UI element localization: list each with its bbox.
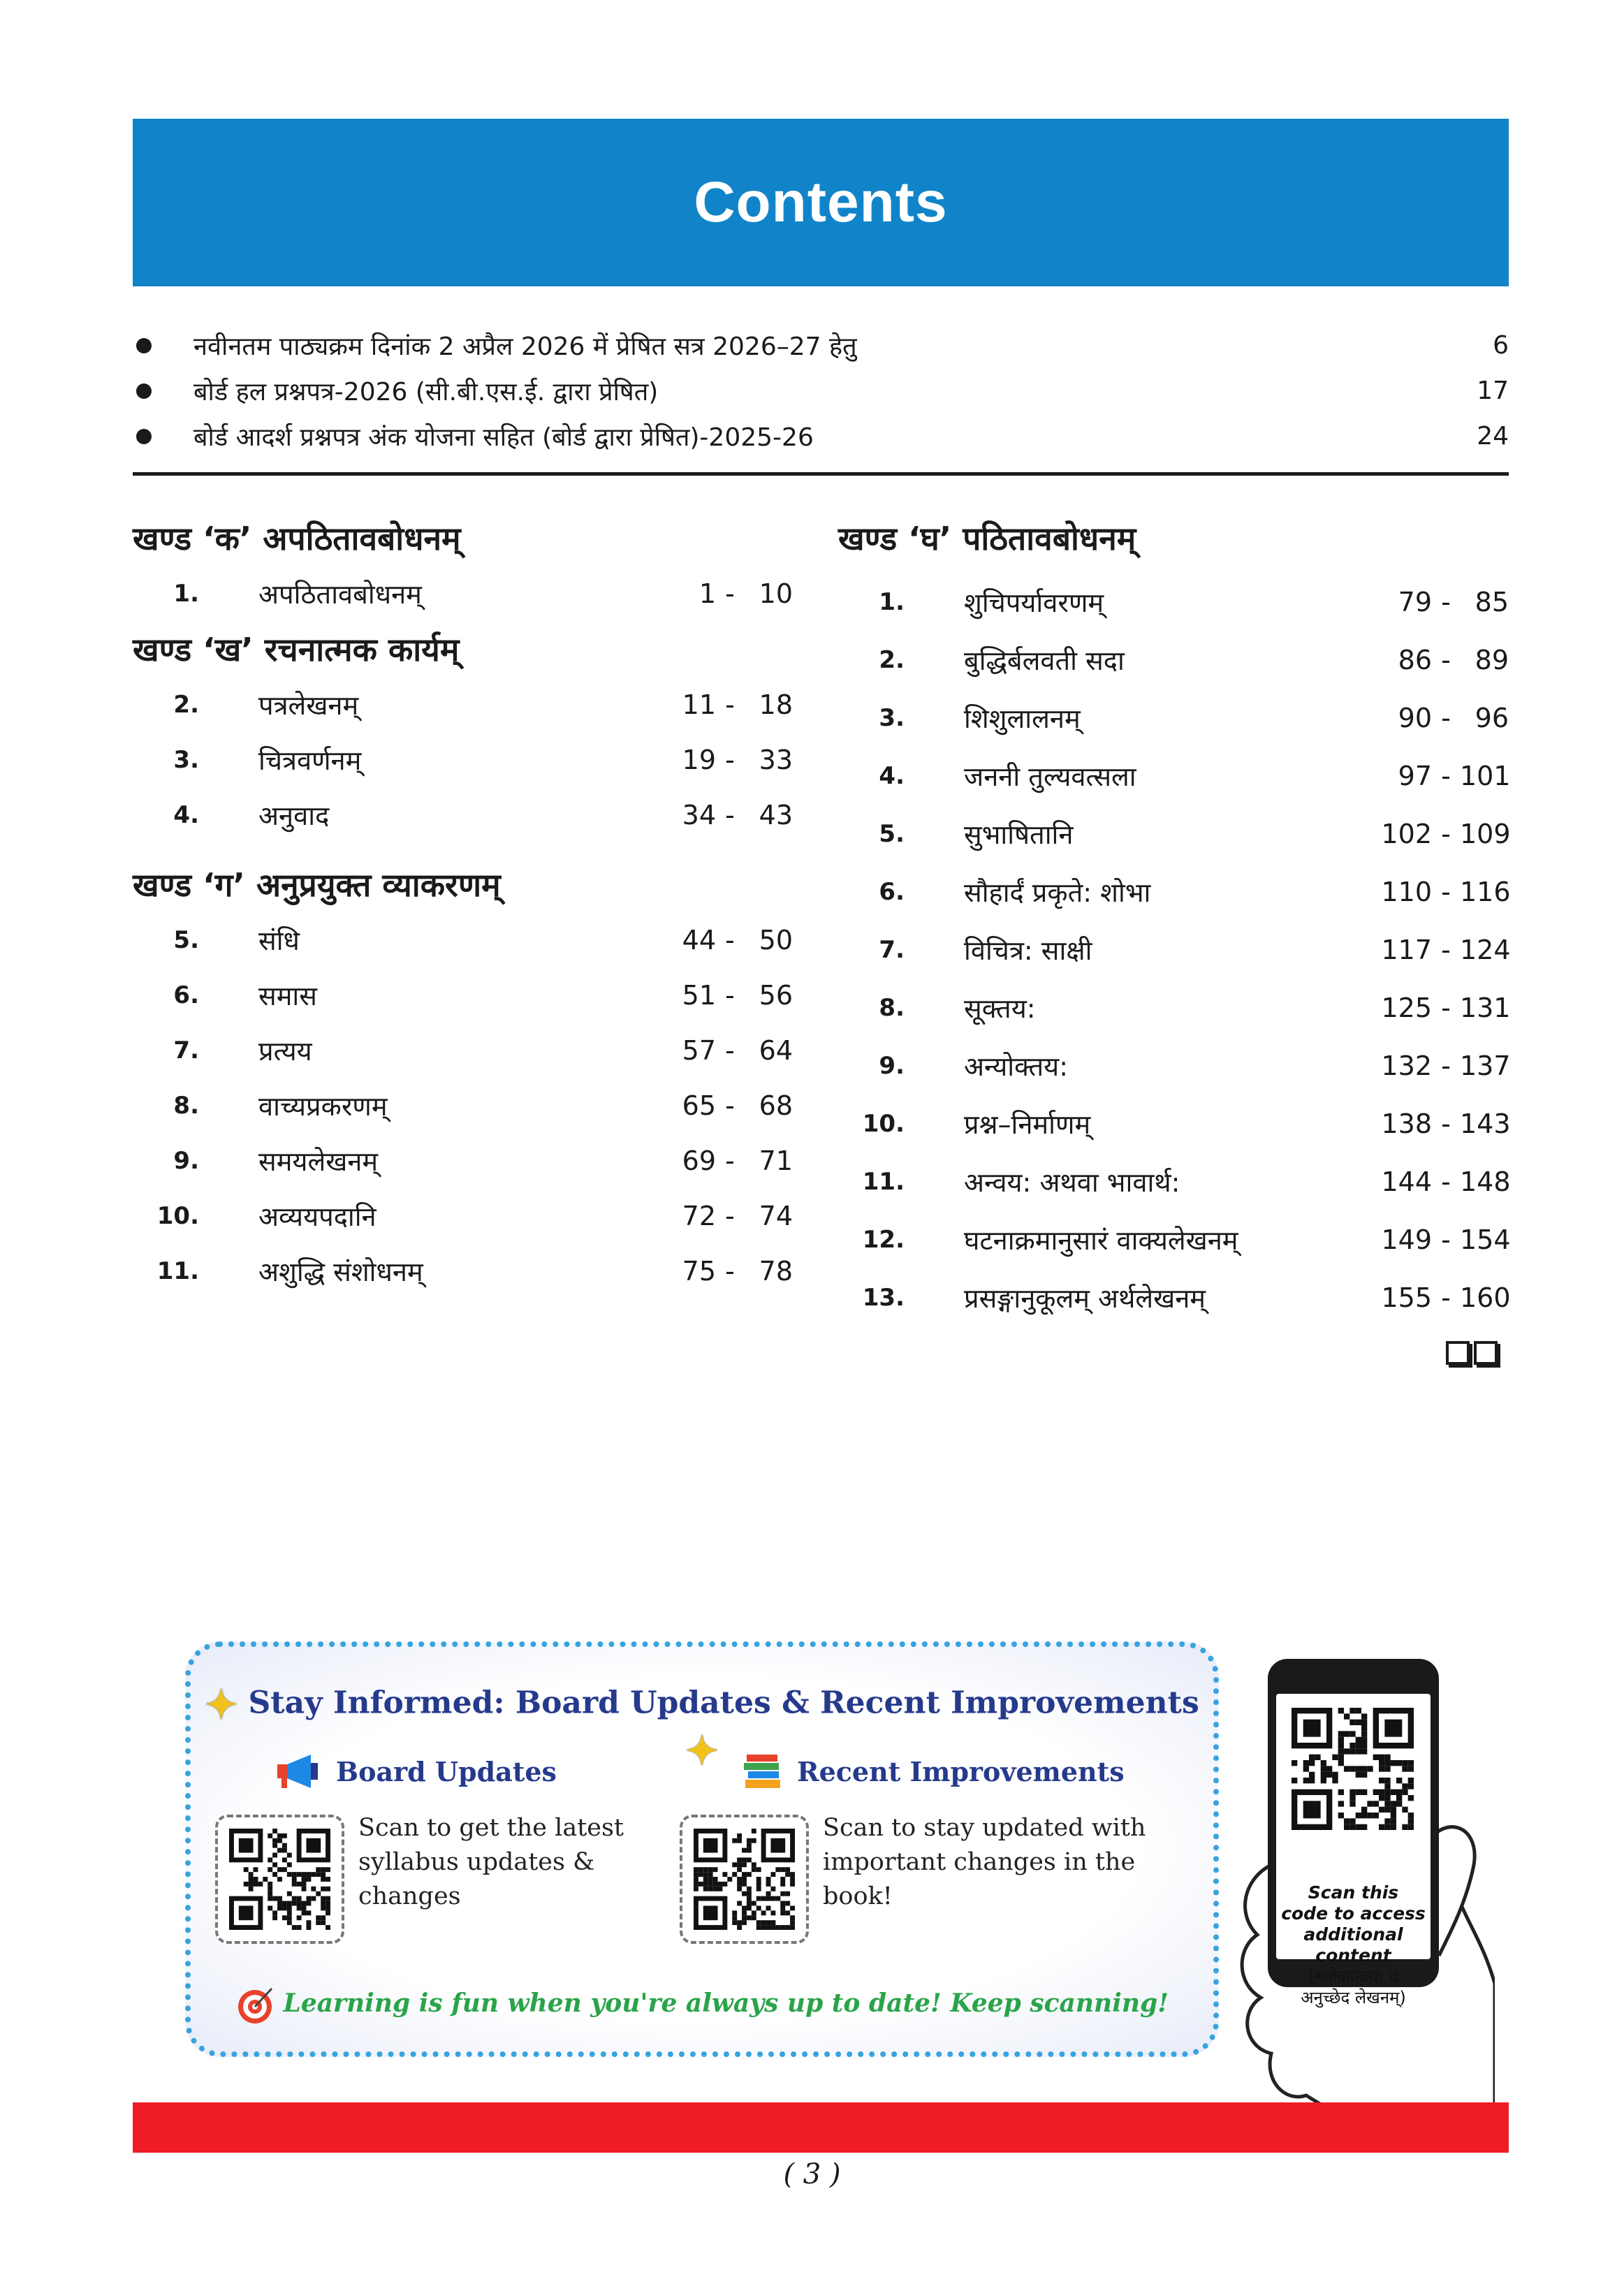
- list-item[interactable]: [133, 323, 1509, 368]
- page-from: 138: [1381, 1108, 1432, 1139]
- page-from: 1: [698, 578, 716, 609]
- page-range: [1369, 761, 1509, 791]
- page-to: 124: [1460, 934, 1511, 965]
- contents-entry[interactable]: [133, 732, 793, 787]
- list-item[interactable]: [133, 368, 1509, 413]
- entry-title: अन्वय: अथवा भावार्थ:: [964, 1166, 1180, 1198]
- page-to: 64: [759, 1034, 793, 1066]
- contents-entry[interactable]: [133, 967, 793, 1023]
- range-separator: -: [725, 1200, 735, 1231]
- info-footer: Learning is fun when you're always up to date! Keep scanning!: [191, 1986, 1213, 2025]
- contents-entry[interactable]: [133, 1078, 793, 1133]
- page-to: 131: [1460, 992, 1511, 1023]
- contents-entry[interactable]: [838, 1210, 1509, 1268]
- page-range: [1369, 1282, 1509, 1313]
- page-range: [653, 1090, 793, 1121]
- page-to: 68: [759, 1090, 793, 1121]
- page-range: [653, 1145, 793, 1176]
- page-range: [653, 578, 793, 609]
- page-to: 74: [759, 1200, 793, 1231]
- entry-number: 4.: [173, 800, 199, 829]
- page-from: 110: [1381, 876, 1432, 907]
- entry-title: अव्ययपदानि: [258, 1201, 376, 1232]
- range-separator: -: [725, 799, 735, 830]
- recent-improvements-heading: Recent Improvements: [742, 1752, 1125, 1791]
- contents-entry[interactable]: [838, 1095, 1509, 1152]
- item-page: 24: [1477, 422, 1509, 451]
- entry-title: सौहार्दं प्रकृते: शोभा: [964, 877, 1151, 908]
- entry-number: 1.: [879, 587, 905, 616]
- range-separator: -: [1441, 818, 1451, 849]
- contents-entry[interactable]: [838, 747, 1509, 805]
- page-to: 143: [1460, 1108, 1511, 1139]
- contents-header: [133, 119, 1509, 286]
- range-separator: -: [725, 1145, 735, 1176]
- entry-number: 4.: [879, 761, 905, 790]
- preliminary-list: [133, 323, 1509, 459]
- entry-title: चित्रवर्णनम्: [258, 745, 362, 776]
- page-from: 79: [1398, 586, 1432, 617]
- page-to: 101: [1460, 760, 1511, 791]
- range-separator: -: [725, 578, 735, 609]
- page-range: [1369, 703, 1509, 733]
- page-to: 10: [759, 578, 793, 609]
- entry-number: 1.: [173, 579, 199, 608]
- page-range: [653, 1035, 793, 1066]
- page-from: 90: [1398, 702, 1432, 733]
- page-from: 125: [1381, 992, 1432, 1023]
- page-range: [1369, 877, 1509, 907]
- page-range: [653, 689, 793, 720]
- contents-entry[interactable]: [133, 1188, 793, 1243]
- contents-entry[interactable]: [838, 631, 1509, 689]
- entry-title: अनुवाद: [258, 800, 330, 831]
- contents-entry[interactable]: [133, 1023, 793, 1078]
- page-range: [1369, 935, 1509, 965]
- entry-number: 5.: [173, 925, 199, 954]
- entry-title: प्रश्न–निर्माणम्: [964, 1108, 1091, 1140]
- page-range: [1369, 1051, 1509, 1081]
- sparkle-icon: ✦: [685, 1728, 719, 1774]
- entry-title: शुचिपर्यावरणम्: [964, 587, 1104, 618]
- entry-number: 3.: [173, 745, 199, 774]
- range-separator: -: [1441, 1224, 1451, 1255]
- page-to: 154: [1460, 1224, 1511, 1255]
- entry-number: 3.: [879, 703, 905, 732]
- item-page: 6: [1493, 331, 1509, 360]
- entry-number: 11.: [862, 1167, 905, 1196]
- contents-entry[interactable]: [838, 921, 1509, 979]
- section-heading: खण्ड ‘ग’ अनुप्रयुक्त व्याकरणम्: [133, 866, 501, 904]
- entry-number: 13.: [862, 1283, 905, 1312]
- entry-title: समास: [258, 980, 317, 1011]
- entry-number: 9.: [173, 1146, 199, 1175]
- info-title: ✦ Stay Informed: Board Updates & Recent Improvements ✦: [205, 1682, 1199, 1774]
- item-title: नवीनतम पाठ्यक्रम दिनांक 2 अप्रैल 2026 में प्रेषित सत्र 2026–27 हेतु: [193, 332, 857, 361]
- contents-entry[interactable]: [838, 805, 1509, 863]
- entry-title: विचित्र: साक्षी: [964, 935, 1092, 966]
- page-range: [1369, 1224, 1509, 1255]
- section-heading: खण्ड ‘ख’ रचनात्मक कार्यम्: [133, 631, 460, 668]
- page-to: 109: [1460, 818, 1511, 849]
- entry-number: 7.: [173, 1036, 199, 1064]
- range-separator: -: [1441, 992, 1451, 1023]
- contents-entry[interactable]: [838, 1037, 1509, 1095]
- phone-qr[interactable]: [1292, 1704, 1414, 1833]
- page-from: 19: [682, 744, 716, 775]
- bullet-icon: [136, 429, 152, 444]
- page-to: 78: [759, 1255, 793, 1287]
- board-updates-heading: Board Updates: [275, 1752, 557, 1791]
- page-from: 65: [682, 1090, 716, 1121]
- range-separator: -: [1441, 1282, 1451, 1313]
- range-separator: -: [725, 1090, 735, 1121]
- footer-band: [133, 2102, 1509, 2153]
- page-range: [653, 925, 793, 956]
- phone-illustration: [1268, 1659, 1439, 2007]
- page-to: 71: [759, 1145, 793, 1176]
- range-separator: -: [1441, 760, 1451, 791]
- range-separator: -: [725, 979, 735, 1011]
- page-from: 149: [1381, 1224, 1432, 1255]
- page-to: 50: [759, 924, 793, 956]
- recent-improvements-text: Scan to stay updated with important changes in the book!: [823, 1814, 1146, 1910]
- page-range: [1369, 587, 1509, 617]
- item-page: 17: [1477, 376, 1509, 405]
- page-to: 56: [759, 979, 793, 1011]
- range-separator: -: [1441, 1166, 1451, 1197]
- entry-number: 6.: [173, 981, 199, 1009]
- range-separator: -: [1441, 1050, 1451, 1081]
- entry-title: अशुद्धि संशोधनम्: [258, 1256, 423, 1287]
- contents-entry[interactable]: [133, 566, 793, 621]
- end-mark-icon: [1446, 1341, 1498, 1365]
- range-separator: -: [1441, 876, 1451, 907]
- page-from: 117: [1381, 934, 1432, 965]
- range-separator: -: [1441, 702, 1451, 733]
- board-updates-qr[interactable]: [215, 1815, 344, 1944]
- entry-number: 10.: [156, 1201, 199, 1230]
- bullet-icon: [136, 338, 152, 353]
- entry-title: शिशुलालनम्: [964, 703, 1081, 734]
- entry-title: वाच्यप्रकरणम्: [258, 1090, 388, 1122]
- entry-title: पत्रलेखनम्: [258, 689, 359, 721]
- entry-title: घटनाक्रमानुसारं वाक्यलेखनम्: [964, 1224, 1238, 1256]
- entry-number: 2.: [173, 690, 199, 719]
- page-from: 97: [1398, 760, 1432, 791]
- page-from: 144: [1381, 1166, 1432, 1197]
- page-to: 137: [1460, 1050, 1511, 1081]
- page-number: ( 3 ): [783, 2158, 841, 2190]
- books-icon: [742, 1752, 784, 1791]
- range-separator: -: [725, 1034, 735, 1066]
- contents-entry[interactable]: [133, 1133, 793, 1188]
- page-range: [1369, 993, 1509, 1023]
- page-range: [653, 980, 793, 1011]
- entry-title: प्रसङ्गानुकूलम् अर्थलेखनम्: [964, 1282, 1206, 1314]
- page-from: 86: [1398, 644, 1432, 675]
- range-separator: -: [1441, 1108, 1451, 1139]
- entry-number: 12.: [862, 1225, 905, 1254]
- contents-entry[interactable]: [133, 787, 793, 842]
- entry-number: 5.: [879, 819, 905, 848]
- item-title: बोर्ड आदर्श प्रश्नपत्र अंक योजना सहित (बोर्ड द्वारा प्रेषित)-2025-26: [193, 423, 814, 452]
- page-to: 160: [1460, 1282, 1511, 1313]
- page-to: 96: [1475, 702, 1509, 733]
- entry-title: समयलेखनम्: [258, 1145, 379, 1177]
- entry-number: 2.: [879, 645, 905, 674]
- qr-code-icon: [694, 1829, 795, 1930]
- sparkle-icon: ✦: [205, 1682, 238, 1728]
- page-to: 148: [1460, 1166, 1511, 1197]
- bullet-icon: [136, 383, 152, 399]
- page-to: 85: [1475, 586, 1509, 617]
- contents-entry[interactable]: [133, 1243, 793, 1298]
- range-separator: -: [1441, 934, 1451, 965]
- phone-caption: Scan this code to access additional content (श्लोकान्वय: व अनुच्छेद लेखनम्): [1281, 1882, 1426, 2007]
- page-to: 89: [1475, 644, 1509, 675]
- right-contents-column: [838, 510, 1509, 1326]
- contents-entry[interactable]: [838, 979, 1509, 1037]
- page-from: 132: [1381, 1050, 1432, 1081]
- page-from: 155: [1381, 1282, 1432, 1313]
- contents-entry[interactable]: [133, 912, 793, 967]
- page-range: [653, 1256, 793, 1287]
- page-range: [1369, 645, 1509, 675]
- entry-number: 9.: [879, 1051, 905, 1080]
- page-from: 34: [682, 799, 716, 830]
- page-from: 69: [682, 1145, 716, 1176]
- page-from: 102: [1381, 818, 1432, 849]
- entry-number: 8.: [879, 993, 905, 1022]
- contents-entry[interactable]: [838, 689, 1509, 747]
- qr-code-icon: [229, 1829, 330, 1930]
- range-separator: -: [1441, 586, 1451, 617]
- contents-entry[interactable]: [838, 1152, 1509, 1210]
- recent-improvements-qr[interactable]: [680, 1815, 809, 1944]
- entry-title: सुभाषितानि: [964, 819, 1074, 850]
- divider: [133, 472, 1509, 476]
- page-from: 44: [682, 924, 716, 956]
- page-from: 75: [682, 1255, 716, 1287]
- page-range: [1369, 819, 1509, 849]
- item-title: बोर्ड हल प्रश्नपत्र-2026 (सी.बी.एस.ई. द्वारा प्रेषित): [193, 378, 659, 407]
- megaphone-icon: [275, 1752, 323, 1791]
- board-updates-text: Scan to get the latest syllabus updates & changes: [358, 1814, 624, 1910]
- section-heading: खण्ड ‘क’ अपठितावबोधनम्: [133, 520, 461, 557]
- contents-entry[interactable]: [133, 677, 793, 732]
- page-title: Contents: [694, 170, 948, 234]
- page-from: 11: [682, 689, 716, 720]
- page-to: 33: [759, 744, 793, 775]
- entry-title: जननी तुल्यवत्सला: [964, 761, 1136, 792]
- range-separator: -: [725, 689, 735, 720]
- page-from: 72: [682, 1200, 716, 1231]
- left-contents-column: [133, 510, 793, 1298]
- list-item[interactable]: [133, 413, 1509, 459]
- entry-number: 10.: [862, 1109, 905, 1138]
- contents-entry[interactable]: [838, 1268, 1509, 1326]
- page-to: 43: [759, 799, 793, 830]
- page-to: 116: [1460, 876, 1511, 907]
- page-range: [1369, 1108, 1509, 1139]
- page-from: 51: [682, 979, 716, 1011]
- info-box: [185, 1641, 1219, 2057]
- page-to: 18: [759, 689, 793, 720]
- entry-number: 11.: [156, 1257, 199, 1285]
- entry-title: संधि: [258, 925, 300, 956]
- range-separator: -: [725, 744, 735, 775]
- target-icon: [235, 1986, 275, 2025]
- entry-number: 6.: [879, 877, 905, 906]
- page-range: [653, 745, 793, 775]
- contents-entry[interactable]: [838, 863, 1509, 921]
- entry-title: सूक्तय:: [964, 993, 1036, 1024]
- section-heading: खण्ड ‘घ’ पठितावबोधनम्: [838, 520, 1136, 557]
- entry-title: अपठितावबोधनम्: [258, 578, 422, 610]
- entry-title: बुद्धिर्बलवती सदा: [964, 645, 1125, 676]
- range-separator: -: [725, 924, 735, 956]
- page-range: [653, 1201, 793, 1231]
- phone-screen: [1276, 1694, 1431, 2007]
- entry-number: 7.: [879, 935, 905, 964]
- range-separator: -: [1441, 644, 1451, 675]
- contents-entry[interactable]: [838, 573, 1509, 631]
- page-range: [653, 800, 793, 830]
- entry-number: 8.: [173, 1091, 199, 1120]
- entry-title: अन्योक्तय:: [964, 1051, 1068, 1082]
- qr-code-icon: [1292, 1704, 1414, 1833]
- range-separator: -: [725, 1255, 735, 1287]
- page-from: 57: [682, 1034, 716, 1066]
- entry-title: प्रत्यय: [258, 1035, 312, 1067]
- page-range: [1369, 1166, 1509, 1197]
